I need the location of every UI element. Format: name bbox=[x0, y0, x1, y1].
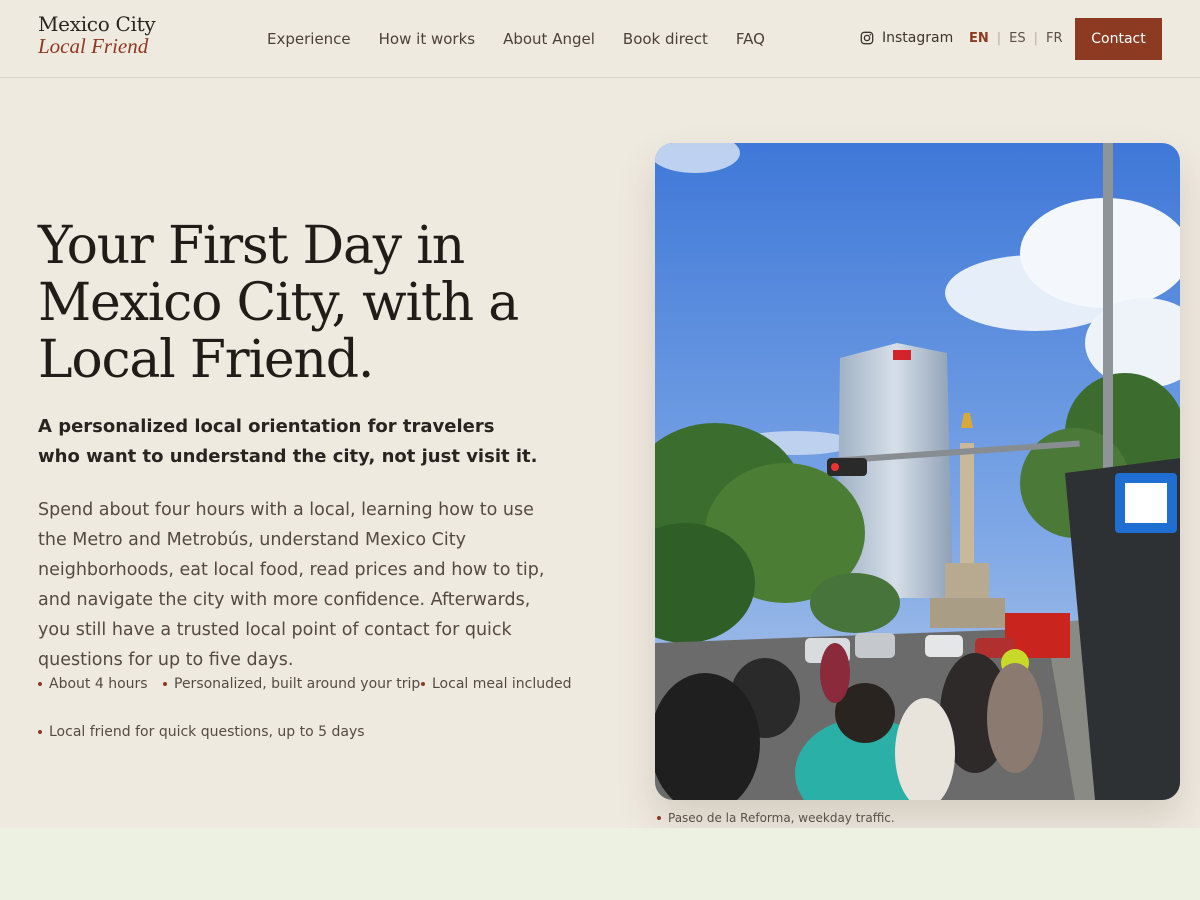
bullet-dot bbox=[421, 682, 425, 686]
bullet-dot bbox=[38, 682, 42, 686]
hero-title: Your First Day in Mexico City, with a Local Friend. bbox=[38, 216, 519, 390]
feature-label: About 4 hours bbox=[49, 676, 148, 692]
bullet-dot bbox=[657, 816, 661, 820]
main-nav bbox=[267, 30, 765, 48]
brand-name-line1: Mexico City bbox=[38, 12, 156, 36]
photo-caption bbox=[657, 811, 895, 825]
photo-caption-text: Paseo de la Reforma, weekday traffic. bbox=[668, 811, 895, 825]
instagram-link[interactable] bbox=[860, 30, 953, 46]
feature-item bbox=[421, 676, 572, 692]
nav-about-angel[interactable]: About Angel bbox=[503, 30, 595, 48]
feature-item bbox=[163, 676, 420, 692]
contact-button[interactable]: Contact bbox=[1075, 18, 1162, 60]
brand-name-line2: Local Friend bbox=[38, 34, 149, 58]
language-switcher bbox=[969, 31, 1063, 46]
lang-es[interactable]: ES bbox=[1009, 31, 1026, 46]
feature-label: Local friend for quick questions, up to 5 days bbox=[49, 724, 365, 740]
nav-experience[interactable]: Experience bbox=[267, 30, 351, 48]
feature-label: Local meal included bbox=[432, 676, 572, 692]
lang-divider: | bbox=[996, 31, 1002, 46]
next-section-band bbox=[0, 828, 1200, 900]
nav-how-it-works[interactable]: How it works bbox=[378, 30, 476, 48]
nav-book-direct[interactable]: Book direct bbox=[622, 30, 708, 48]
instagram-label: Instagram bbox=[882, 30, 954, 46]
hero-lead: A personalized local orientation for travelers who want to understand the city, not just visit it. bbox=[38, 416, 538, 467]
instagram-icon bbox=[860, 31, 874, 45]
lang-en[interactable]: EN bbox=[969, 31, 989, 46]
lang-fr[interactable]: FR bbox=[1046, 31, 1063, 46]
lang-divider: | bbox=[1033, 31, 1039, 46]
bullet-dot bbox=[163, 682, 167, 686]
nav-faq[interactable]: FAQ bbox=[735, 30, 765, 48]
hero-photo bbox=[655, 143, 1180, 800]
hero-description: Spend about four hours with a local, learning how to use the Metro and Metrobús, understand Mexico City neighborhoods, eat local food, read prices and how to tip, and navigate the city with more confidence. Afterwards, you still have a trusted local point of contact for quick questions for up to five days. bbox=[38, 500, 545, 670]
street-scene-illustration bbox=[655, 143, 1180, 800]
site-header bbox=[0, 0, 1200, 78]
brand-logo[interactable] bbox=[38, 14, 155, 57]
feature-item bbox=[38, 676, 148, 692]
feature-item bbox=[38, 724, 365, 740]
bullet-dot bbox=[38, 730, 42, 734]
feature-label: Personalized, built around your trip bbox=[174, 676, 421, 692]
